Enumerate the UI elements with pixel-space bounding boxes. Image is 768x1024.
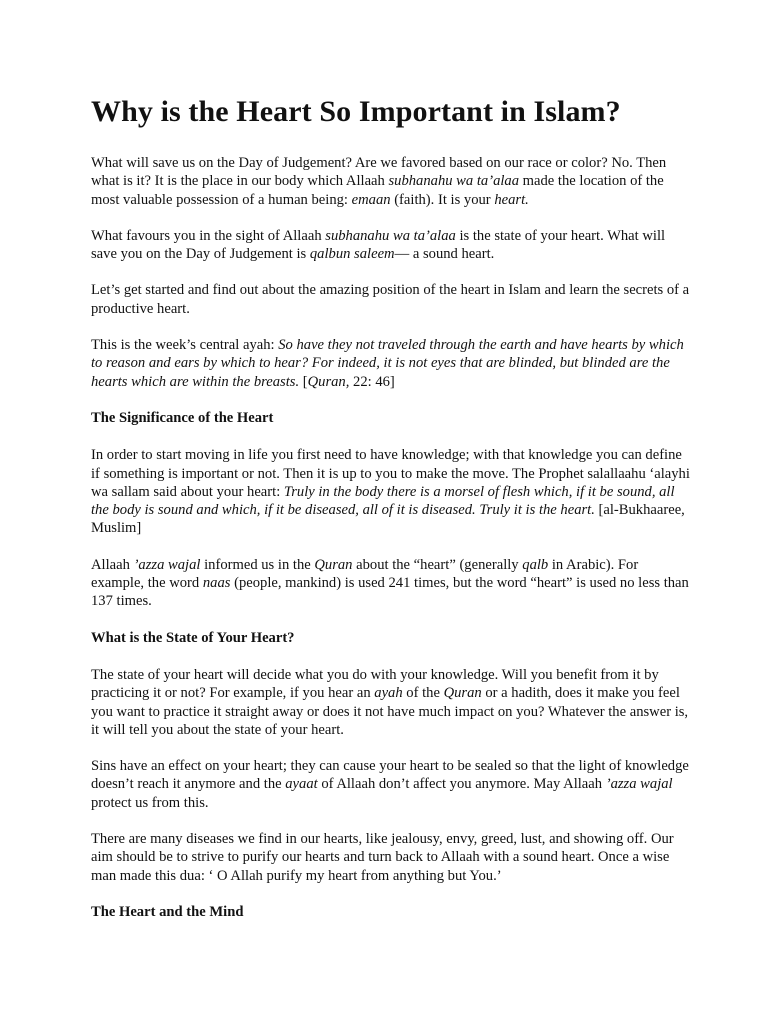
- italic-term: Quran,: [307, 373, 350, 390]
- state-paragraph-1: [91, 666, 691, 739]
- italic-term: ’azza wajal: [133, 556, 201, 573]
- text-run: [: [299, 373, 308, 390]
- text-run: of the: [402, 685, 444, 702]
- text-run: 22: 46]: [349, 373, 395, 390]
- significance-paragraph-1: [91, 446, 691, 537]
- text-run: protect us from this.: [91, 794, 209, 811]
- italic-term: qalbun saleem: [309, 246, 395, 263]
- state-paragraph-2: [91, 757, 691, 812]
- italic-term: subhanahu wa ta’alaa: [388, 173, 520, 190]
- text-run: Sins have an effect on your heart; they can cause your heart to be sealed so that the light of knowledge doesn’t reach it anymore and the: [91, 758, 689, 793]
- text-run: What will save us on the Day of Judgement? Are we favored based on our race or color? No. Then what is it? It is the place in our body which Allaah: [91, 155, 667, 190]
- italic-term: Quran: [443, 685, 482, 702]
- italic-term: ayah: [374, 685, 403, 702]
- text-run: — a sound heart.: [394, 246, 495, 263]
- italic-term: qalb: [522, 556, 549, 573]
- text-run: made the location of the most valuable possession of a human being:: [91, 173, 664, 208]
- article-body: [91, 92, 691, 940]
- section-heading-state: What is the State of Your Heart?: [91, 629, 295, 646]
- italic-term: naas: [202, 575, 231, 592]
- text-run: (faith). It is your: [390, 191, 495, 208]
- hadith-quote: Truly in the body there is a morsel of flesh which, if it be sound, all the body is sound and which, if it be diseased, all of it is diseased. Truly it is the heart.: [91, 483, 675, 519]
- italic-term: emaan: [351, 191, 391, 208]
- text-run: about the “heart” (generally: [352, 556, 523, 573]
- italic-term: ’azza wajal: [605, 776, 673, 793]
- intro-paragraph-1: [91, 154, 691, 209]
- text-run: of Allaah don’t affect you anymore. May Allaah: [317, 776, 606, 793]
- text-run: Allaah: [91, 556, 134, 573]
- text-run: This is the week’s central ayah:: [91, 337, 279, 354]
- italic-term: ayaat: [285, 776, 318, 793]
- text-run: (people, mankind) is used 241 times, but the word “heart” is used no less than 137 times.: [91, 575, 689, 610]
- text-run: is the state of your heart. What will save you on the Day of Judgement is: [91, 227, 666, 263]
- central-ayah-paragraph: [91, 336, 691, 391]
- italic-term: Quran: [314, 556, 353, 573]
- text-run: The state of your heart will decide what you do with your knowledge. Will you benefit from it by practicing it or not? For example, if you hear an: [91, 666, 659, 702]
- significance-paragraph-2: [91, 556, 691, 611]
- intro-paragraph-2: [91, 227, 691, 264]
- italic-term: heart.: [494, 191, 529, 208]
- italic-term: subhanahu wa ta’alaa: [325, 227, 456, 244]
- state-paragraph-3: There are many diseases we find in our hearts, like jealousy, envy, greed, lust, and showing off. Our aim should be to strive to purify our hearts and turn back to Allaah with a sound heart. Once a wise man made this dua: ‘ O Allah purify my heart from anything but You.’: [91, 831, 674, 884]
- text-run: informed us in the: [200, 556, 315, 573]
- text-run: in Arabic). For example, the word: [91, 556, 639, 592]
- ayah-quote: So have they not traveled through the earth and have hearts by which to reason and ears by which to hear? For indeed, it is not eyes that are blinded, but blinded are the hearts which are within the breasts.: [91, 337, 684, 390]
- text-run: or a hadith, does it make you feel you want to practice it straight away or does it not have much impact on you? Whatever the answer is, it will tell you about the state of your heart.: [91, 685, 689, 738]
- article-title: Why is the Heart So Important in Islam?: [91, 95, 621, 128]
- text-run: What favours you in the sight of Allaah: [91, 227, 326, 244]
- intro-paragraph-3: Let’s get started and find out about the amazing position of the heart in Islam and learn the secrets of a productive heart.: [91, 282, 690, 317]
- section-heading-significance: The Significance of the Heart: [91, 409, 274, 426]
- section-heading-heart-mind: The Heart and the Mind: [91, 903, 244, 920]
- text-run: In order to start moving in life you first need to have knowledge; with that knowledge you can define if something is important or not. Then it is up to you to make the move. The Prophet salallaahu ‘alayhi wa sallam said about your heart:: [91, 447, 690, 500]
- text-run: [al-Bukhaaree, Muslim]: [91, 502, 685, 537]
